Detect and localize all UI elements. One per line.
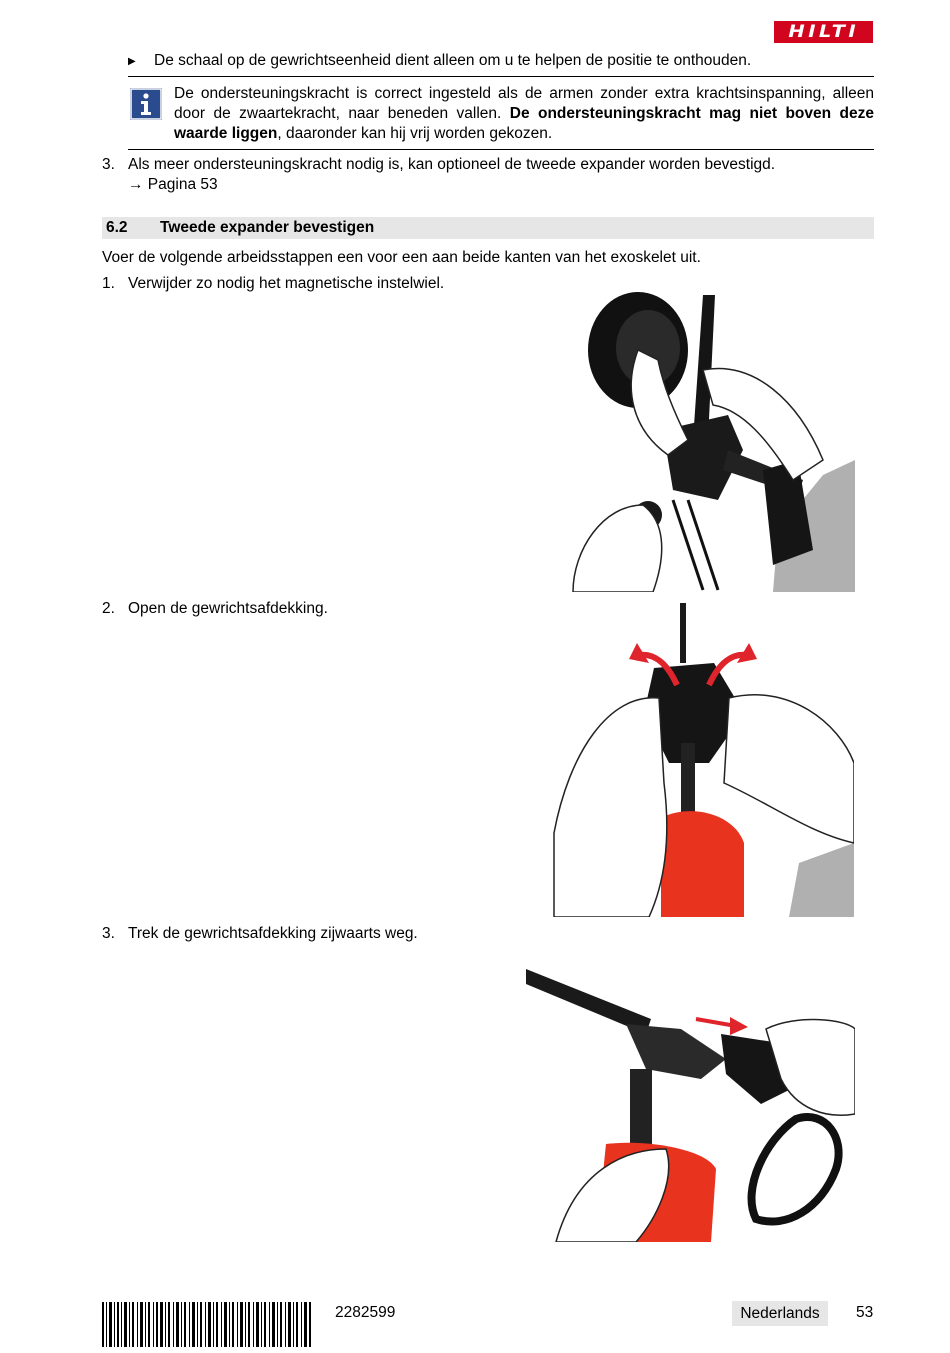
page-number: 53 xyxy=(856,1304,874,1321)
intro-paragraph: Voer de volgende arbeidsstappen een voor een aan beide kanten van het exoskelet uit. xyxy=(102,249,701,266)
step-text: Trek de gewrichtsafdekking zijwaarts weg. xyxy=(128,925,418,942)
step-number: 1. xyxy=(102,275,115,292)
previous-step-3 xyxy=(102,155,874,195)
bullet-triangle-icon: ▶ xyxy=(128,56,136,67)
step-text: Verwijder zo nodig het magnetische instelwiel. xyxy=(128,275,445,292)
step-number: 3. xyxy=(102,156,115,173)
info-icon xyxy=(130,88,162,120)
step-text: Open de gewrichtsafdekking. xyxy=(128,600,328,617)
barcode xyxy=(102,1302,312,1347)
note-text-normal: De ondersteuningskracht is correct ingesteld als de armen zonder extra krachtsinspanning, alleen door de zwaartekracht, naar beneden vallen. xyxy=(174,85,874,122)
page-reference-link[interactable]: → Pagina 53 xyxy=(128,176,218,193)
bullet-item xyxy=(128,51,874,72)
section-heading xyxy=(102,217,874,239)
step-number: 2. xyxy=(102,600,115,617)
section-title: Tweede expander bevestigen xyxy=(160,219,375,236)
note-text xyxy=(174,84,874,144)
hilti-logo xyxy=(774,21,873,43)
step-2 xyxy=(102,599,328,619)
step-3 xyxy=(102,924,418,944)
figure-remove-adjustment-wheel xyxy=(553,290,855,592)
language-label: Nederlands xyxy=(732,1301,828,1326)
bullet-text: De schaal op de gewrichtseenheid dient alleen om u te helpen de positie te onthouden. xyxy=(154,52,752,69)
note-text-tail: , daaronder kan hij vrij worden gekozen. xyxy=(277,125,553,142)
step-1 xyxy=(102,274,444,294)
info-note xyxy=(128,76,874,150)
figure-open-joint-cover xyxy=(549,603,854,917)
step-number: 3. xyxy=(102,925,115,942)
document-number: 2282599 xyxy=(335,1304,396,1321)
step-text: Als meer ondersteuningskracht nodig is, kan optioneel de tweede expander worden bevestigd. xyxy=(128,156,776,173)
figure-pull-joint-cover xyxy=(526,969,855,1242)
section-number: 6.2 xyxy=(106,219,128,236)
note-text-bold: De ondersteuningskracht mag niet boven deze waarde liggen xyxy=(174,105,874,142)
logo-text: HILTI xyxy=(788,22,859,42)
